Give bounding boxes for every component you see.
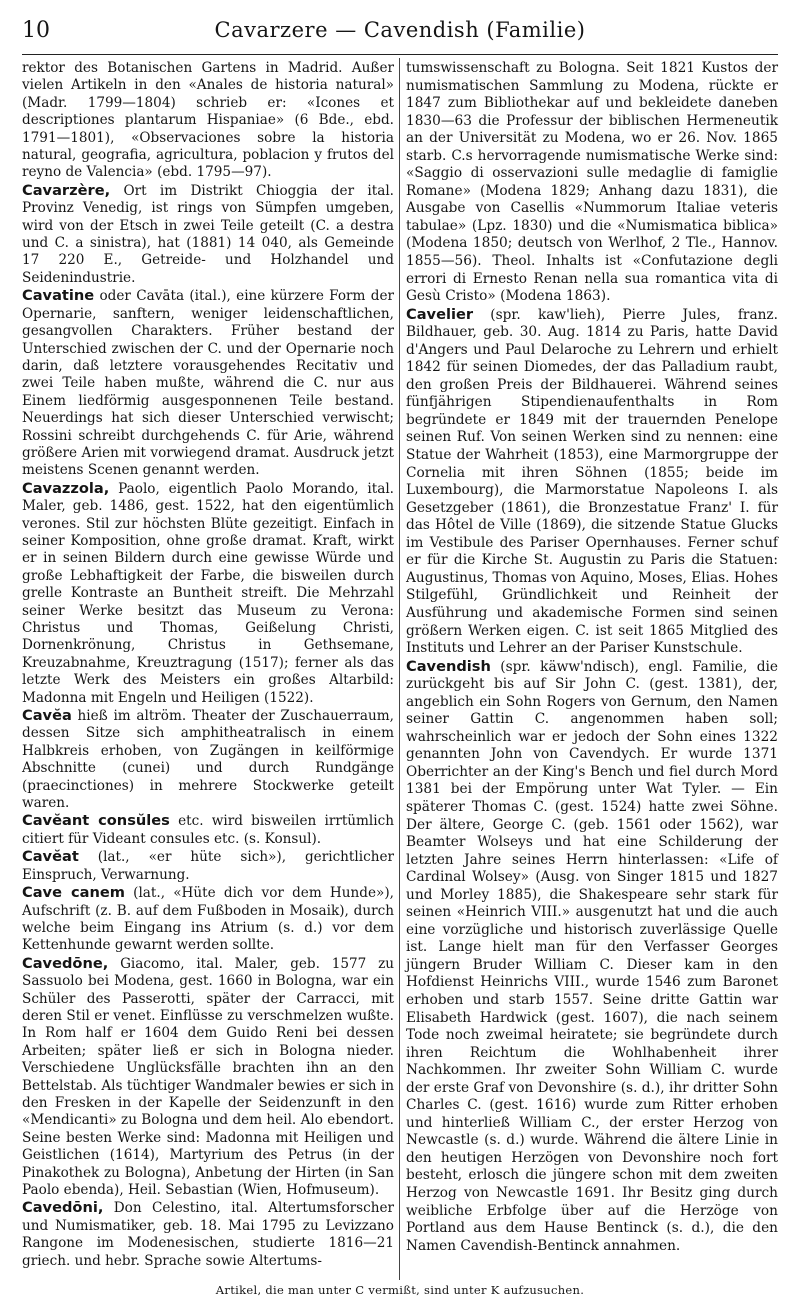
page-number: 10 — [22, 18, 50, 43]
entry-text: Don Celestino, ital. Altertumsforscher und Numismatiker, geb. 18. Mai 1795 zu Levizzano Rangone im Modenesischen, studierte 1816—21 griech. und hebr. Sprache sowie Altertums- — [22, 1200, 395, 1269]
entry-headword: Cavelier — [406, 305, 474, 323]
dictionary-entry — [22, 955, 394, 1200]
entry-headword: Cavedōne, — [22, 954, 109, 972]
entry-headword: Cavĕat — [22, 848, 79, 866]
entry-text: Giacomo, ital. Maler, geb. 1577 zu Sassuolo bei Modena, gest. 1660 in Bologna, war ein Schüler des Passerotti, später der Carracci, mit deren Stil er venet. Einflüsse zu verschmelzen wußte. In Rom half er 1604 dem Guido Reni bei dessen Arbeiten; später ließ er sich in Bologna nieder. Verschiedene Unglücksfälle brachten ihn an den Bettelstab. Als tüchtiger Wandmaler bewies er sich in den Fresken in der Kapelle der Seidenzunft in den «Mendicanti» zu Bologna und dem heil. Alo ebendort. Seine besten Werke sind: Madonna mit Heiligen und Geistlichen (1614), Martyrium des Petrus (in der Pinakothek zu Bologna), Anbetung der Hirten (in San Paolo ebenda), Heil. Sebastian (Wien, Hofmuseum). — [22, 955, 395, 1198]
entry-headword: Cavazzola, — [22, 479, 110, 497]
dictionary-entry — [406, 60, 778, 306]
dictionary-entry — [22, 1199, 394, 1270]
dictionary-entry — [22, 480, 394, 707]
entry-text: (spr. käww'ndisch), engl. Familie, die zurückgeht bis auf Sir John C. (gest. 1381), der, angeblich ein Sohn Rogers von Gernum, den Namen seiner Gattin C. angenommen haben soll; wahrscheinlich war er jedoch der Sohn eines 1322 genannten John von Cavendych. Er wurde 1371 Oberrichter an der King's Bench und fiel durch Mord 1381 bei der Empörung unter Wat Tyler. — Ein späterer Thomas C. (gest. 1524) hatte zwei Söhne. Der ältere, George C. (geb. 1561 oder 1562), war Beamter Wolseys und hat eine Schilderung der letzten Jahre seines Herrn hinterlassen: «Life of Cardinal Wolsey» (Ausg. von Singer 1815 und 1827 und Morley 1885), die Shakespeare sehr stark für seinen «Heinrich VIII.» ausgenutzt hat und die auch eine vorzügliche und historisch zuverlässige Quelle ist. Lange hielt man für den Verfasser Georges jüngern Bruder William C. Dieser kam in den Hofdienst Heinrichs VIII., wurde 1546 zum Baronet erhoben und starb 1557. Seine dritte Gattin war Elisabeth Hardwick (gest. 1607), die nach seinem Tode noch zweimal heiratete; sie begründete durch ihren Reichtum die Wohlhabenheit ihrer Nachkommen. Ihr zweiter Sohn William C. wurde der erste Graf von Devonshire (s. d.), ihr dritter Sohn Charles C. (gest. 1616) wurde zum Ritter erhoben und hinterließ William C., der erster Herzog von Newcastle (s. d.) wurde. Während die ältere Linie in den heutigen Herzögen von Devonshire noch fort besteht, erlosch die jüngere schon mit dem zweiten Herzog von Newcastle 1691. Ihr Besitz ging durch weibliche Erbfolge über auf die Herzöge von Portland aus dem Hause Bentinck (s. d.), die den Namen Cavendish-Bentinck annahmen. — [406, 658, 778, 1254]
entry-text: oder Cavāta (ital.), eine kürzere Form der Opernarie, sanftern, weniger leidenschaftlichen, gesangvollen Charakters. Früher bestand der Unterschied zwischen der C. und der Opernarie noch darin, daß letztere vorausgehendes Recitativ und zwei Teile haben mußte, während die C. nur aus Einem liedförmig ausgesponnenen Teile bestand. Neuerdings hat sich dieser Unterschied verwischt; Rossini schreibt durchgehends C. für Arie, während größere Arien mit vorwiegend dramat. Ausdruck jetzt meistens Scenen genannt werden. — [22, 288, 394, 479]
column-divider — [399, 58, 400, 1280]
entry-headword: Cavedōni, — [22, 1199, 104, 1217]
entry-text: hieß im altröm. Theater der Zuschauerraum, dessen Sitze sich amphitheatralisch in einem Halbkreis erhoben, von Zugängen in keilförmige Abschnitte (cunei) und durch Rundgänge (praecinctiones) in mehrere Stockwerke geteilt waren. — [22, 708, 394, 812]
page-header — [22, 14, 778, 48]
entry-text: tumswissenschaft zu Bologna. Seit 1821 Kustos der numismatischen Sammlung zu Modena, rückte er 1847 zum Bibliothekar auf und bekleidete daneben 1830—63 die Professur der biblischen Hermeneutik an der Universität zu Modena, wo er 26. Nov. 1865 starb. C.s hervorragende numismatische Werke sind: «Saggio di osservazioni sulle medaglie di famiglie Romane» (Modena 1829; Anhang dazu 1831), die Ausgabe von Casellis «Nummorum Italiae veteris tabulae» (Lpz. 1830) und die «Numismatica biblica» (Modena 1850; deutsch von Werlhof, 2 Tle., Hannov. 1855—56). Theol. Inhalts ist «Confutazione degli errori di Ernesto Renan nella sua romantica vita di Gesù Cristo» (Modena 1863). — [406, 60, 778, 305]
entry-text: Ort im Distrikt Chioggia der ital. Provinz Venedig, ist rings von Sümpfen umgeben, wird von der Etsch in zwei Teile geteilt (C. a destra und C. a sinistra), hat (1881) 14 040, als Gemeinde 17 220 E., Getreide- und Holzhandel und Seidenindustrie. — [22, 182, 394, 286]
dictionary-entry — [22, 707, 394, 812]
entry-headword: Cavendish — [406, 657, 491, 675]
running-title: Cavarzere — Cavendish (Familie) — [214, 18, 586, 42]
entry-headword: Cavatine — [22, 287, 95, 305]
dictionary-entry — [406, 306, 778, 658]
entry-text: (lat., «Hüte dich vor dem Hunde»), Aufschrift (z. B. auf dem Fußboden in Mosaik), durch welche beim Eingang ins Atrium (s. d.) vor dem Kettenhunde gewarnt werden sollte. — [22, 885, 394, 954]
dictionary-entry — [22, 182, 394, 287]
entry-text: Paolo, eigentlich Paolo Morando, ital. Maler, geb. 1486, gest. 1522, hat den eigentümlich verones. Stil zur höchsten Blüte gezeitigt. Einfach in seiner Komposition, ohne große dramat. Kraft, wirkt er in seinen Bildern durch eine gewisse Würde und große Lebhaftigkeit der Farbe, die bisweilen durch grelle Kontraste an Buntheit streift. Die Mehrzahl seiner Werke besitzt das Museum zu Verona: Christus und Thomas, Geißelung Christi, Dornenkrönung, Christus in Gethsemane, Kreuzabnahme, Kreuztragung (1517); ferner als das letzte Werk des Meisters ein großes Altarbild: Madonna mit Engeln und Heiligen (1522). — [22, 480, 394, 706]
entry-text: rektor des Botanischen Gartens in Madrid. Außer vielen Artikeln in den «Anales de historia natural» (Madr. 1799—1804) schrieb er: «Icones et descriptiones plantarum Hispaniae» (6 Bde., ebd. 1791—1801), «Observaciones sobre la historia natural, geografia, agricultura, poblacion y frutos del reyno de Valencia» (ebd. 1795—97). — [22, 60, 394, 181]
entry-text: (spr. kaw'lieh), Pierre Jules, franz. Bildhauer, geb. 30. Aug. 1814 zu Paris, hatte David d'Angers und Paul Delaroche zu Lehrern und erhielt 1842 für seinen Diomedes, der das Palladium raubt, den großen Preis der Bildhauerei. Während seines fünfjährigen Stipendienaufenthalts in Rom begründete er 1849 mit der trauernden Penelope seinen Ruf. Von seinen Werken sind zu nennen: eine Statue der Wahrheit (1853), eine Marmorgruppe der Cornelia mit ihren Söhnen (1855; beide im Luxembourg), die Marmorstatue Napoleons I. als Gesetzgeber (1861), die Bronzestatue Franz' I. für das Hôtel de Ville (1869), die sitzende Statue Glucks im Vestibule des Pariser Opernhauses. Ferner schuf er für die Kirche St. Augustin zu Paris die Statuen: Augustinus, Thomas von Aquino, Moses, Elias. Hohes Stilgefühl, Gründlichkeit und Reinheit der Ausführung und akademische Formen sind seinen größern Werken eigen. C. ist seit 1865 Mitglied des Instituts und Lehrer an der Pariser Kunstschule. — [406, 306, 778, 657]
entry-text: etc. wird bisweilen irrtümlich citiert für Videant consules etc. (s. Konsul). — [22, 813, 394, 847]
dictionary-entry — [22, 884, 394, 955]
page-footer: Artikel, die man unter C vermißt, sind unter K aufzusuchen. — [215, 1283, 585, 1297]
dictionary-entry — [22, 287, 394, 479]
dictionary-entry — [406, 658, 778, 1256]
left-column — [22, 60, 394, 1270]
header-rule — [22, 54, 778, 55]
dictionary-entry — [22, 812, 394, 848]
entry-text: (lat., «er hüte sich»), gerichtlicher Einspruch, Verwarnung. — [22, 849, 395, 883]
entry-headword: Cavarzère, — [22, 181, 111, 199]
dictionary-entry — [22, 60, 394, 182]
entry-headword: Cavĕant consŭles — [22, 812, 170, 830]
right-column — [406, 60, 778, 1255]
entry-headword: Cave canem — [22, 884, 125, 902]
entry-headword: Cavĕa — [22, 707, 72, 725]
dictionary-entry — [22, 848, 394, 884]
